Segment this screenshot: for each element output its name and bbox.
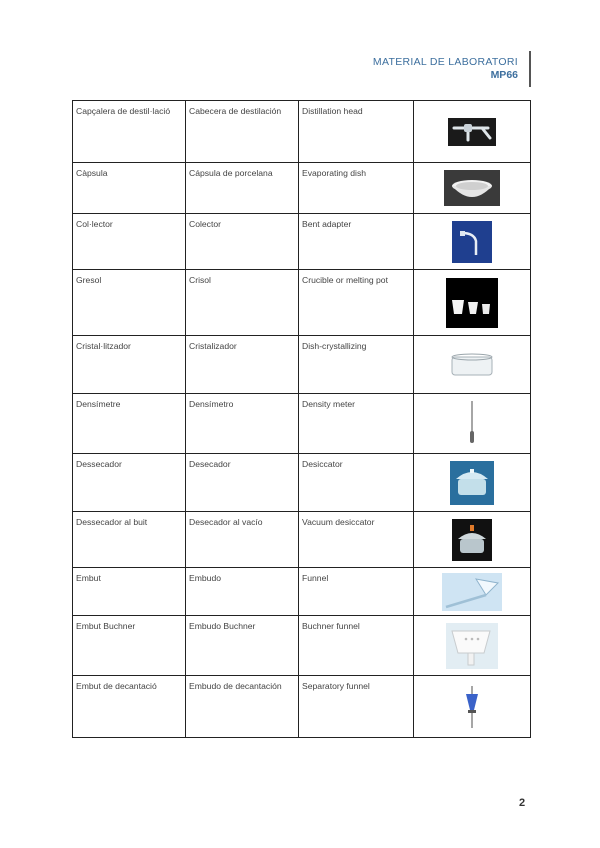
table-row xyxy=(73,616,531,676)
image-cell xyxy=(414,101,531,163)
english-name: Dish-crystallizing xyxy=(299,336,414,394)
english-name: Separatory funnel xyxy=(299,676,414,738)
table-row xyxy=(73,270,531,336)
spanish-name: Cristalizador xyxy=(186,336,299,394)
spanish-name: Crisol xyxy=(186,270,299,336)
english-name: Distillation head xyxy=(299,101,414,163)
table-row xyxy=(73,394,531,454)
table-row xyxy=(73,336,531,394)
english-name: Bent adapter xyxy=(299,214,414,270)
table-row xyxy=(73,454,531,512)
catalan-name: Gresol xyxy=(73,270,186,336)
document-code: MP66 xyxy=(490,69,518,81)
image-cell xyxy=(414,394,531,454)
lab-material-table xyxy=(72,100,531,738)
evaporating-dish-photo xyxy=(444,170,500,206)
image-cell xyxy=(414,568,531,616)
distillation-head-photo xyxy=(448,118,496,146)
image-cell xyxy=(414,214,531,270)
english-name: Density meter xyxy=(299,394,414,454)
density-meter-photo xyxy=(462,399,482,449)
page-header xyxy=(373,56,518,82)
table-row xyxy=(73,512,531,568)
spanish-name: Desecador xyxy=(186,454,299,512)
catalan-name: Dessecador al buit xyxy=(73,512,186,568)
image-cell xyxy=(414,336,531,394)
spanish-name: Densímetro xyxy=(186,394,299,454)
desiccator-photo xyxy=(450,461,494,505)
image-cell xyxy=(414,163,531,214)
vacuum-desiccator-photo xyxy=(452,519,492,561)
crystallizing-dish-photo xyxy=(446,347,498,383)
funnel-photo xyxy=(442,573,502,611)
image-cell xyxy=(414,270,531,336)
english-name: Funnel xyxy=(299,568,414,616)
english-name: Desiccator xyxy=(299,454,414,512)
catalan-name: Embut de decantació xyxy=(73,676,186,738)
spanish-name: Embudo de decantación xyxy=(186,676,299,738)
catalan-name: Embut xyxy=(73,568,186,616)
crucible-photo xyxy=(446,278,498,328)
image-cell xyxy=(414,512,531,568)
catalan-name: Densímetre xyxy=(73,394,186,454)
image-cell xyxy=(414,454,531,512)
page-number: 2 xyxy=(519,797,526,809)
catalan-name: Capçalera de destil·lació xyxy=(73,101,186,163)
spanish-name: Desecador al vacío xyxy=(186,512,299,568)
catalan-name: Col·lector xyxy=(73,214,186,270)
english-name: Buchner funnel xyxy=(299,616,414,676)
english-name: Evaporating dish xyxy=(299,163,414,214)
table-row xyxy=(73,101,531,163)
english-name: Vacuum desiccator xyxy=(299,512,414,568)
catalan-name: Càpsula xyxy=(73,163,186,214)
document-title: MATERIAL DE LABORATORI xyxy=(372,56,518,68)
catalan-name: Dessecador xyxy=(73,454,186,512)
spanish-name: Embudo xyxy=(186,568,299,616)
table-row xyxy=(73,214,531,270)
catalan-name: Cristal·litzador xyxy=(73,336,186,394)
table-row xyxy=(73,568,531,616)
image-cell xyxy=(414,676,531,738)
table-row xyxy=(73,163,531,214)
bent-adapter-photo xyxy=(452,221,492,263)
spanish-name: Cápsula de porcelana xyxy=(186,163,299,214)
spanish-name: Colector xyxy=(186,214,299,270)
catalan-name: Embut Buchner xyxy=(73,616,186,676)
separatory-funnel-photo xyxy=(462,684,482,730)
table-row xyxy=(73,676,531,738)
english-name: Crucible or melting pot xyxy=(299,270,414,336)
image-cell xyxy=(414,616,531,676)
header-divider xyxy=(529,51,531,87)
spanish-name: Embudo Buchner xyxy=(186,616,299,676)
spanish-name: Cabecera de destilación xyxy=(186,101,299,163)
buchner-funnel-photo xyxy=(446,623,498,669)
